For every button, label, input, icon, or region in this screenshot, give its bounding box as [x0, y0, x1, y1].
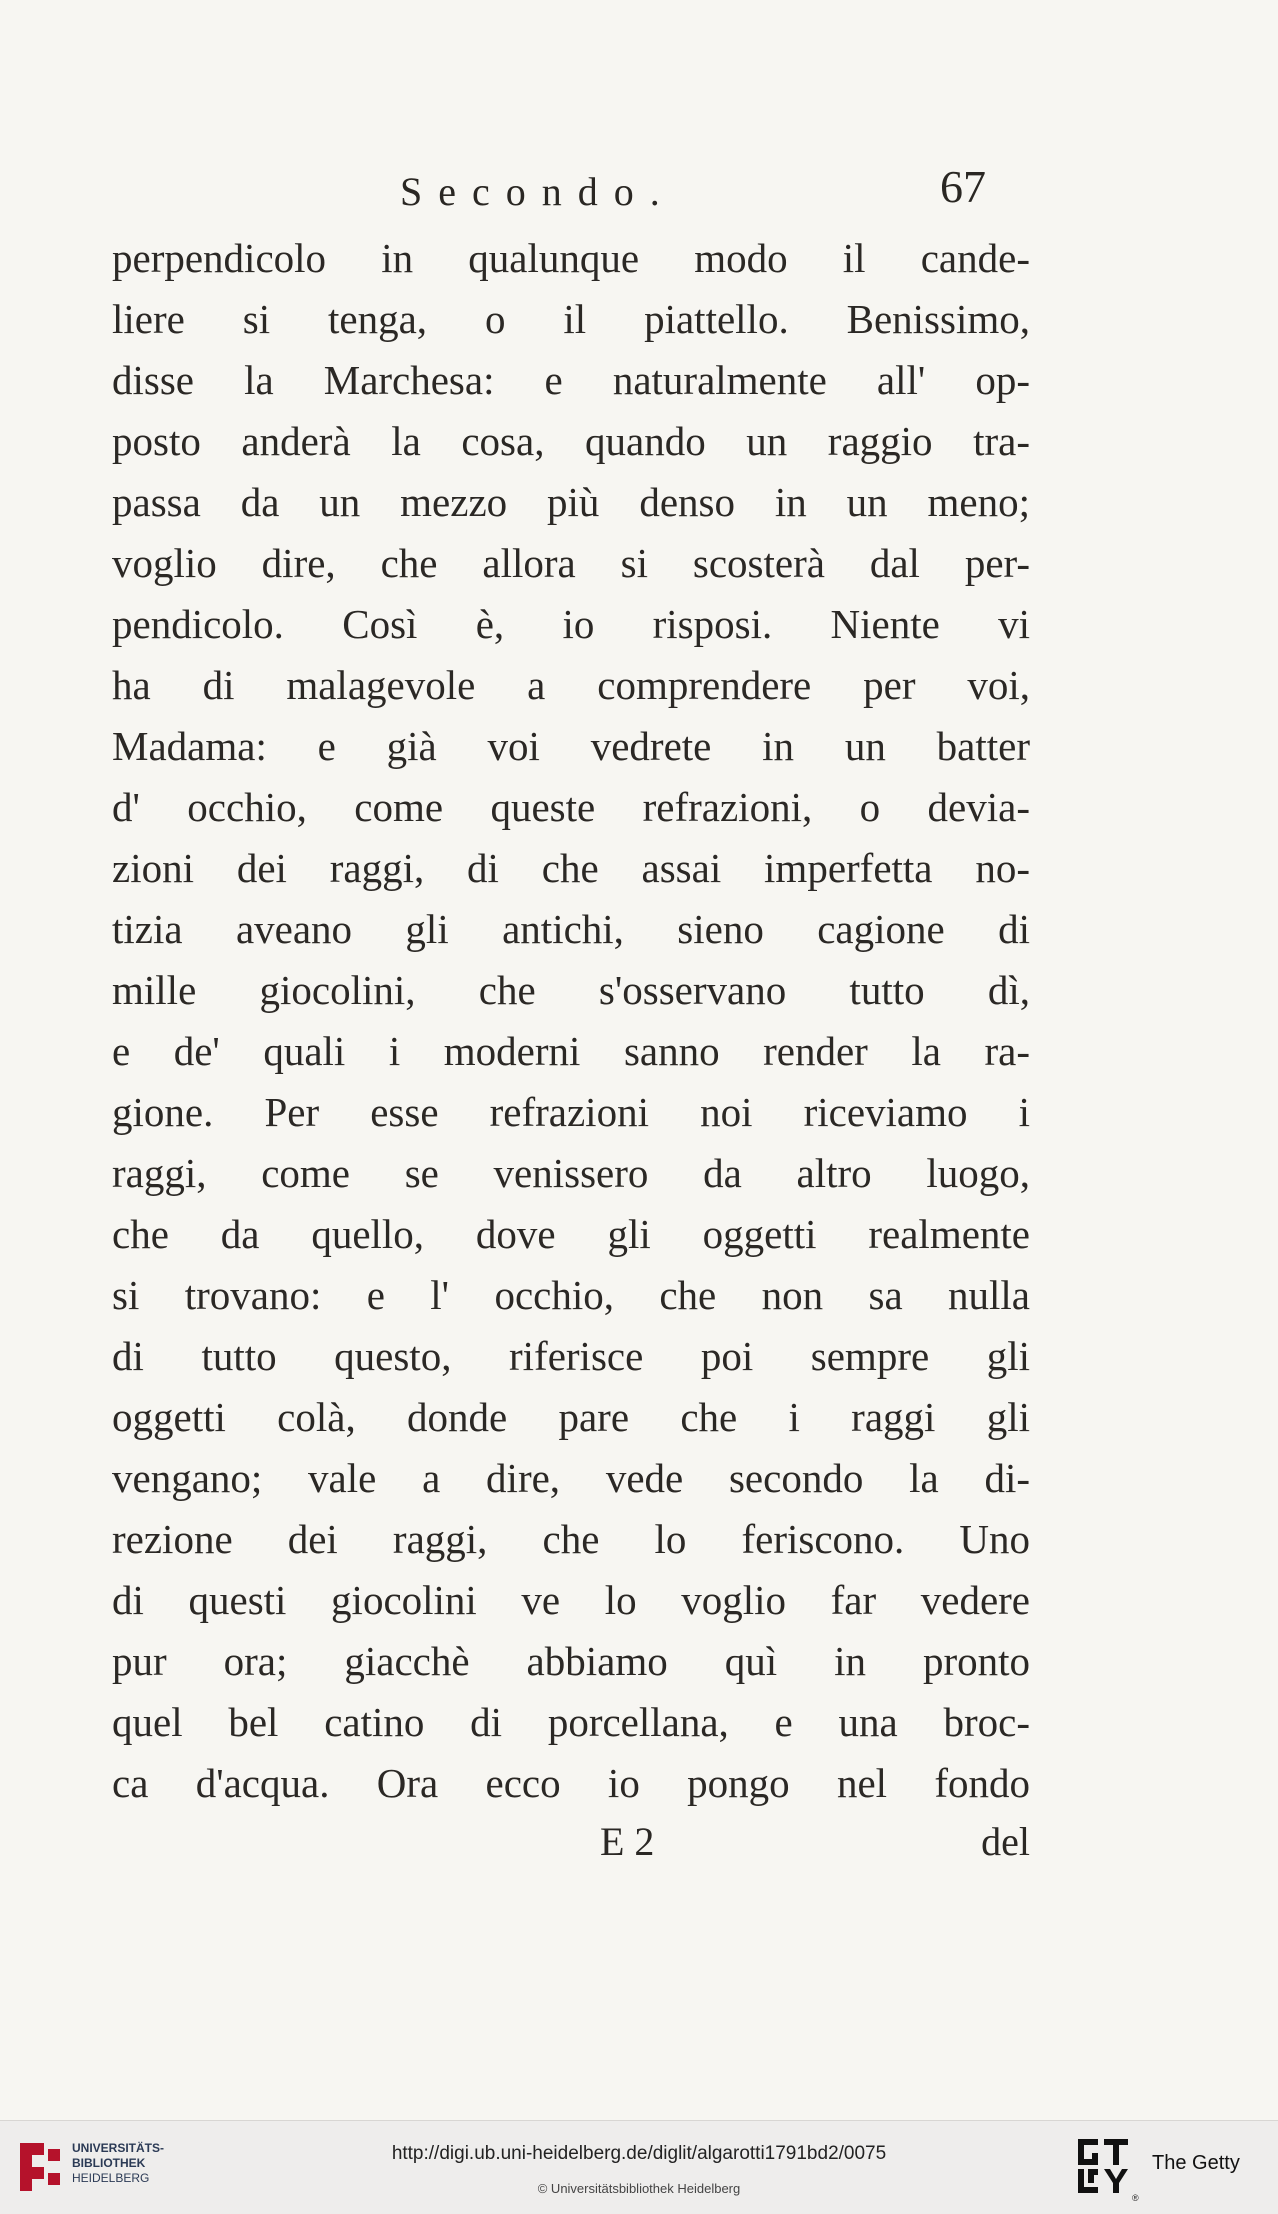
text-line: raggi, come se venissero da altro luogo,: [112, 1150, 1030, 1196]
text-line: disse la Marchesa: e naturalmente all' op-: [112, 357, 1030, 403]
text-line: di tutto questo, riferisce poi sempre gli: [112, 1333, 1030, 1379]
text-line: zioni dei raggi, di che assai imperfetta no-: [112, 845, 1030, 891]
text-line: quel bel catino di porcellana, e una broc-: [112, 1699, 1030, 1745]
text-line: che da quello, dove gli oggetti realmente: [112, 1211, 1030, 1257]
text-line: pendicolo. Così è, io risposi. Niente vi: [112, 601, 1030, 647]
text-line: posto anderà la cosa, quando un raggio tra-: [112, 418, 1030, 464]
partner-name: The Getty: [1152, 2152, 1240, 2174]
text-line: gione. Per esse refrazioni noi riceviamo i: [112, 1089, 1030, 1135]
text-line: ca d'acqua. Ora ecco io pongo nel fondo: [112, 1760, 1030, 1806]
getty-logo-icon: [1074, 2135, 1132, 2197]
text-line: si trovano: e l' occhio, che non sa nulla: [112, 1272, 1030, 1318]
page-number: 67: [940, 161, 986, 212]
text-line: voglio dire, che allora si scosterà dal per-: [112, 540, 1030, 586]
permalink-url[interactable]: http://digi.ub.uni-heidelberg.de/diglit/algarotti1791bd2/0075: [391, 2143, 887, 2164]
text-line: e de' quali i moderni sanno render la ra-: [112, 1028, 1030, 1074]
text-line: Madama: e già voi vedrete in un batter: [112, 723, 1030, 769]
library-name-line: UNIVERSITÄTS-: [72, 2141, 165, 2155]
text-line: pur ora; giacchè abbiamo quì in pronto: [112, 1638, 1030, 1684]
text-line: di questi giocolini ve lo voglio far vedere: [112, 1577, 1030, 1623]
registered-mark: ®: [1132, 2193, 1139, 2203]
library-name-line: HEIDELBERG: [72, 2171, 150, 2185]
catchword: del: [981, 1819, 1030, 1864]
catch-line: [112, 1818, 1030, 1878]
text-line: rezione dei raggi, che lo feriscono. Uno: [112, 1516, 1030, 1562]
text-line: perpendicolo in qualunque modo il cande-: [112, 235, 1030, 281]
copyright-notice: © Universitätsbibliothek Heidelberg: [537, 2181, 741, 2196]
text-line: tizia aveano gli antichi, sieno cagione di: [112, 906, 1030, 952]
text-line: mille giocolini, che s'osservano tutto dì,: [112, 967, 1030, 1013]
text-line: oggetti colà, donde pare che i raggi gli: [112, 1394, 1030, 1440]
viewer-footer: [0, 2120, 1278, 2214]
text-line: ha di malagevole a comprendere per voi,: [112, 662, 1030, 708]
body-text: [112, 228, 1030, 1814]
text-line: passa da un mezzo più denso in un meno;: [112, 479, 1030, 525]
text-line: d' occhio, come queste refrazioni, o devia-: [112, 784, 1030, 830]
signature-mark: E 2: [600, 1819, 655, 1864]
text-line: vengano; vale a dire, vede secondo la di-: [112, 1455, 1030, 1501]
text-line: liere si tenga, o il piattello. Benissimo,: [112, 296, 1030, 342]
running-head: Secondo.: [400, 169, 676, 214]
library-name-line: BIBLIOTHEK: [72, 2156, 146, 2170]
